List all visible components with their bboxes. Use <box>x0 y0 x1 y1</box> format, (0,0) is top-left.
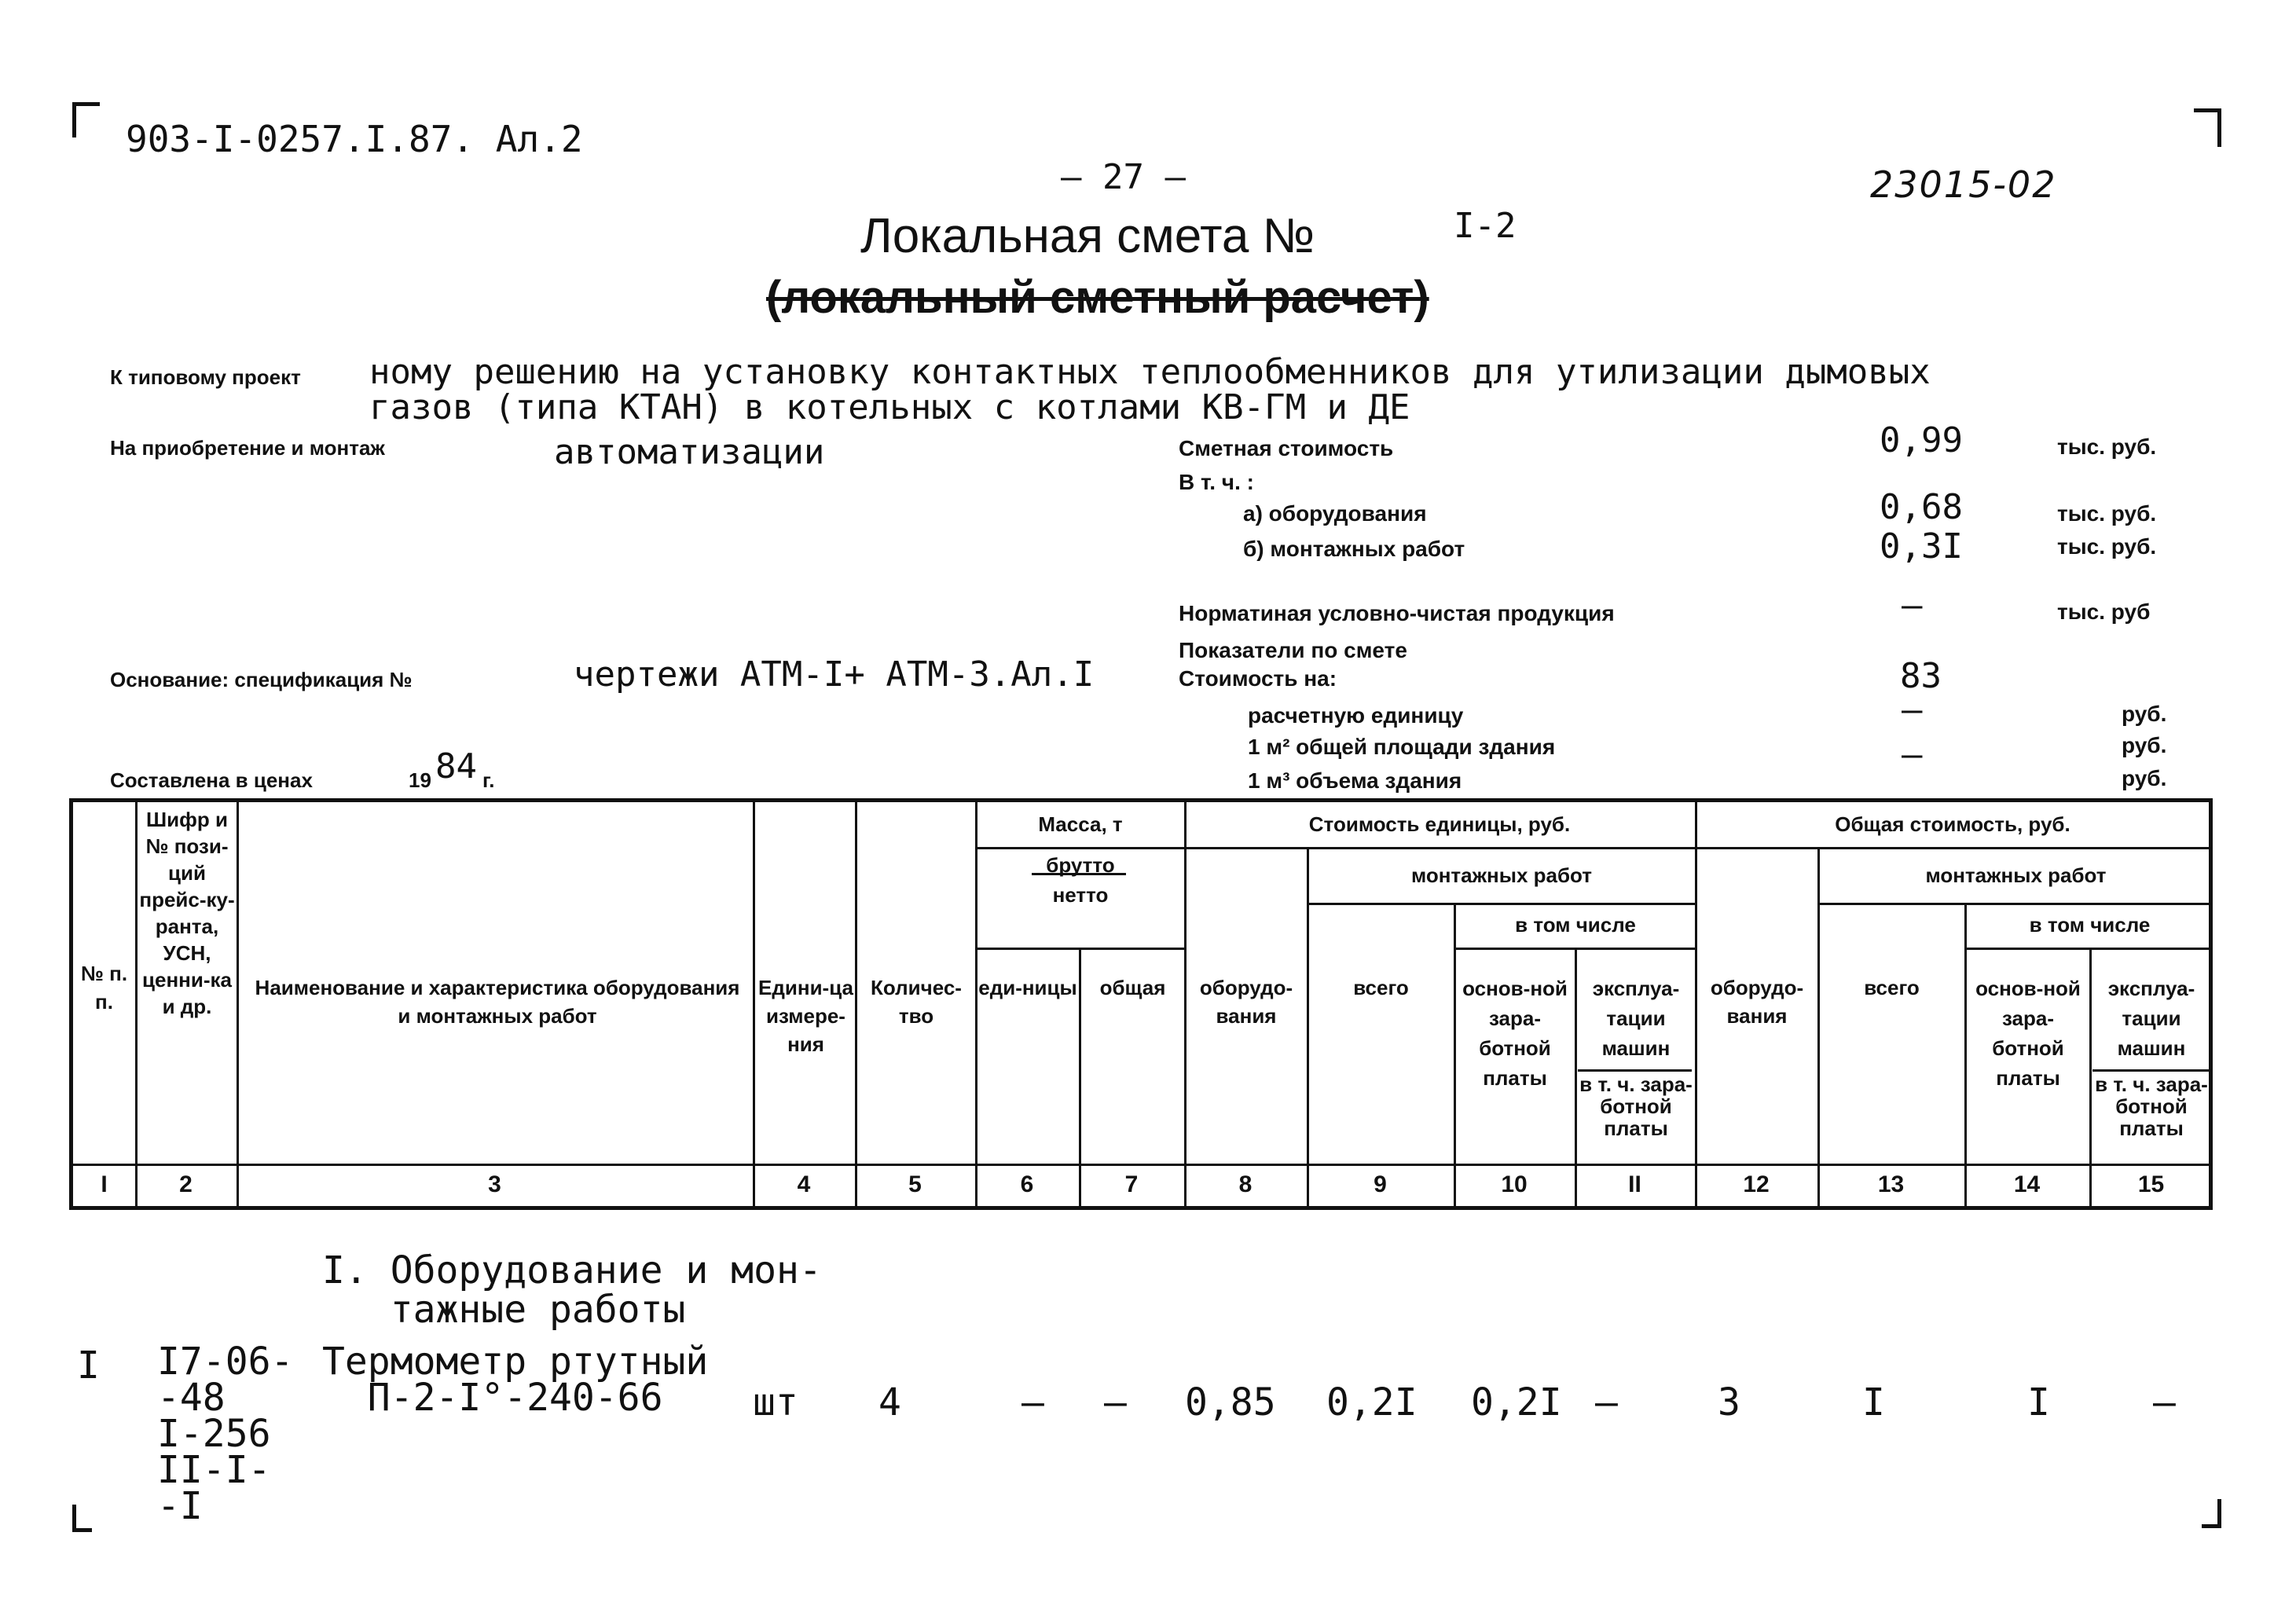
col-header-unit-wage: основ-ной зара-ботной платы <box>1462 977 1568 1090</box>
row-num: I <box>77 1344 100 1388</box>
col-header-qty: Количес-тво <box>871 976 962 1028</box>
col-number: II <box>1628 1171 1641 1197</box>
col-header-total-machines: эксплуа-тации машин <box>2107 977 2195 1060</box>
row-inst-total-all: I <box>1862 1380 1885 1424</box>
col-header-brutto: брутто <box>1046 853 1115 877</box>
cost-per-value: 83 <box>1900 656 1942 696</box>
prices-label: Составлена в ценах <box>110 768 313 792</box>
volume-label: 1 м³ объема здания <box>1248 768 1462 793</box>
purpose-label: На приобретение и монтаж <box>110 436 385 460</box>
col-number: 4 <box>797 1171 811 1197</box>
row-inst-machines-all: – <box>2153 1380 2176 1424</box>
row-name: Термометр ртутный П-2-I°-240-66 <box>322 1340 709 1420</box>
row-code: I7-06- -48 I-256 II-I- -I <box>157 1340 294 1528</box>
estimated-cost-unit: тыс. руб. <box>2057 434 2157 459</box>
estimate-table-header <box>69 798 2213 1210</box>
including-label: В т. ч. : <box>1179 470 1254 494</box>
col-number: 6 <box>1020 1171 1034 1197</box>
estimate-number: I-2 <box>1454 206 1517 246</box>
col-header-unit-cost: Стоимость единицы, руб. <box>1308 812 1571 836</box>
col-number: 13 <box>1877 1171 1905 1197</box>
area-unit: руб. <box>2122 733 2167 757</box>
col-header-name: Наименование и характеристика оборудования и монтажных работ <box>255 976 740 1028</box>
col-number: 8 <box>1238 1171 1253 1197</box>
row-inst-machines: – <box>1595 1380 1618 1424</box>
page-subtitle: (локальный сметный расчет) <box>766 272 1429 323</box>
col-header-unit-total: всего <box>1353 976 1409 999</box>
inventory-number: 23015-02 <box>1870 163 2057 206</box>
col-header-total-incl: в том числе <box>2029 913 2151 937</box>
col-number: 3 <box>488 1171 501 1197</box>
col-header-mass-unit: еди-ницы <box>978 976 1077 999</box>
col-header-total-cost: Общая стоимость, руб. <box>1835 812 2070 836</box>
normative-value: – <box>1902 585 1923 625</box>
project-text-line1: ному решению на установку контактных теплообменников для утилизации дымовых <box>369 352 1931 392</box>
unit-calc-unit: руб. <box>2122 702 2167 726</box>
indicators-label: Показатели по смете <box>1179 638 1407 662</box>
col-number: 2 <box>179 1171 193 1197</box>
col-header-total-all: всего <box>1864 976 1920 999</box>
col-header-total-equipment: оборудо-вания <box>1710 976 1804 1028</box>
page-title: Локальная смета № <box>860 209 1315 263</box>
installation-cost-label: б) монтажных работ <box>1243 537 1465 561</box>
row-qty: 4 <box>878 1380 901 1424</box>
document-code: 903-I-0257.I.87. Ал.2 <box>126 118 583 160</box>
col-header-total-machines-sub: в т. ч. зара-ботной платы <box>2095 1072 2208 1140</box>
col-header-total-install: монтажных работ <box>1925 863 2107 887</box>
area-label: 1 м² общей площади здания <box>1248 735 1556 759</box>
col-header-unit-machines: эксплуа-тации машин <box>1592 977 1680 1060</box>
col-number: 10 <box>1501 1171 1528 1197</box>
project-text-line2: газов (типа КТАН) в котельных с котлами КВ-ГМ и ДЕ <box>369 387 1410 427</box>
area-value: – <box>1902 735 1923 775</box>
row-inst-wage-all: I <box>2027 1380 2050 1424</box>
col-number: 9 <box>1374 1171 1387 1197</box>
cost-per-label: Стоимость на: <box>1179 666 1337 691</box>
col-number: 15 <box>2137 1171 2165 1197</box>
unit-calc-label: расчетную единицу <box>1248 703 1464 728</box>
page-number: — 27 — <box>1061 157 1186 197</box>
col-header-num: № п. п. <box>80 962 128 1014</box>
normative-label: Норматиная условно-чистая продукция <box>1179 601 1615 625</box>
row-equip-total: 3 <box>1718 1380 1740 1424</box>
col-number: 14 <box>2013 1171 2041 1197</box>
col-header-mass-total: общая <box>1099 976 1166 999</box>
row-inst-total: 0,2I <box>1326 1380 1418 1424</box>
equipment-cost-unit: тыс. руб. <box>2057 501 2157 526</box>
col-number: 12 <box>1743 1171 1770 1197</box>
basis-label: Основание: спецификация № <box>110 668 413 691</box>
project-label: К типовому проект <box>110 365 301 389</box>
col-header-total-wage: основ-ной зара-ботной платы <box>1975 977 2081 1090</box>
row-mass-total: – <box>1104 1380 1127 1424</box>
estimated-cost-value: 0,99 <box>1880 420 1963 460</box>
corner-mark-top-left <box>72 102 100 137</box>
installation-cost-value: 0,3I <box>1880 526 1963 566</box>
unit-calc-value: – <box>1902 690 1923 730</box>
corner-mark-top-right <box>2194 108 2221 147</box>
col-number: I <box>101 1171 108 1197</box>
row-mass-unit: – <box>1021 1380 1044 1424</box>
col-number: 5 <box>908 1171 922 1197</box>
col-header-unit-machines-sub: в т. ч. зара-ботной платы <box>1579 1072 1693 1140</box>
col-header-unit: Едини-ца измере-ния <box>758 976 853 1056</box>
col-header-mass: Масса, т <box>1038 812 1123 836</box>
col-header-netto: нетто <box>1052 883 1109 907</box>
estimated-cost-label: Сметная стоимость <box>1179 436 1394 460</box>
corner-mark-bottom-left <box>72 1505 92 1532</box>
prices-year: 84 <box>435 746 477 786</box>
prices-year-prefix: 19 <box>409 768 431 792</box>
corner-mark-bottom-right <box>2202 1499 2221 1528</box>
col-header-unit-install: монтажных работ <box>1410 863 1593 887</box>
col-header-unit-equipment: оборудо-вания <box>1199 976 1293 1028</box>
col-header-unit-incl: в том числе <box>1515 913 1636 937</box>
normative-unit: тыс. руб <box>2057 599 2151 624</box>
row-unit: шт <box>753 1380 798 1424</box>
equipment-cost-label: а) оборудования <box>1243 501 1427 526</box>
section-title: I. Оборудование и мон- тажные работы <box>322 1248 822 1332</box>
installation-cost-unit: тыс. руб. <box>2057 534 2157 559</box>
col-header-code: Шифр и № пози-ций прейс-ку-ранта, УСН, ценни-ка и др. <box>139 808 235 1018</box>
equipment-cost-value: 0,68 <box>1880 487 1963 527</box>
basis-value: чертежи АТМ-I+ АТМ-3.Ал.I <box>574 654 1095 695</box>
volume-unit: руб. <box>2122 766 2167 790</box>
prices-suffix: г. <box>482 768 495 792</box>
col-number: 7 <box>1124 1171 1139 1197</box>
row-inst-wage: 0,2I <box>1471 1380 1562 1424</box>
purpose-value: автоматизации <box>554 432 825 472</box>
row-equip-unit: 0,85 <box>1185 1380 1276 1424</box>
